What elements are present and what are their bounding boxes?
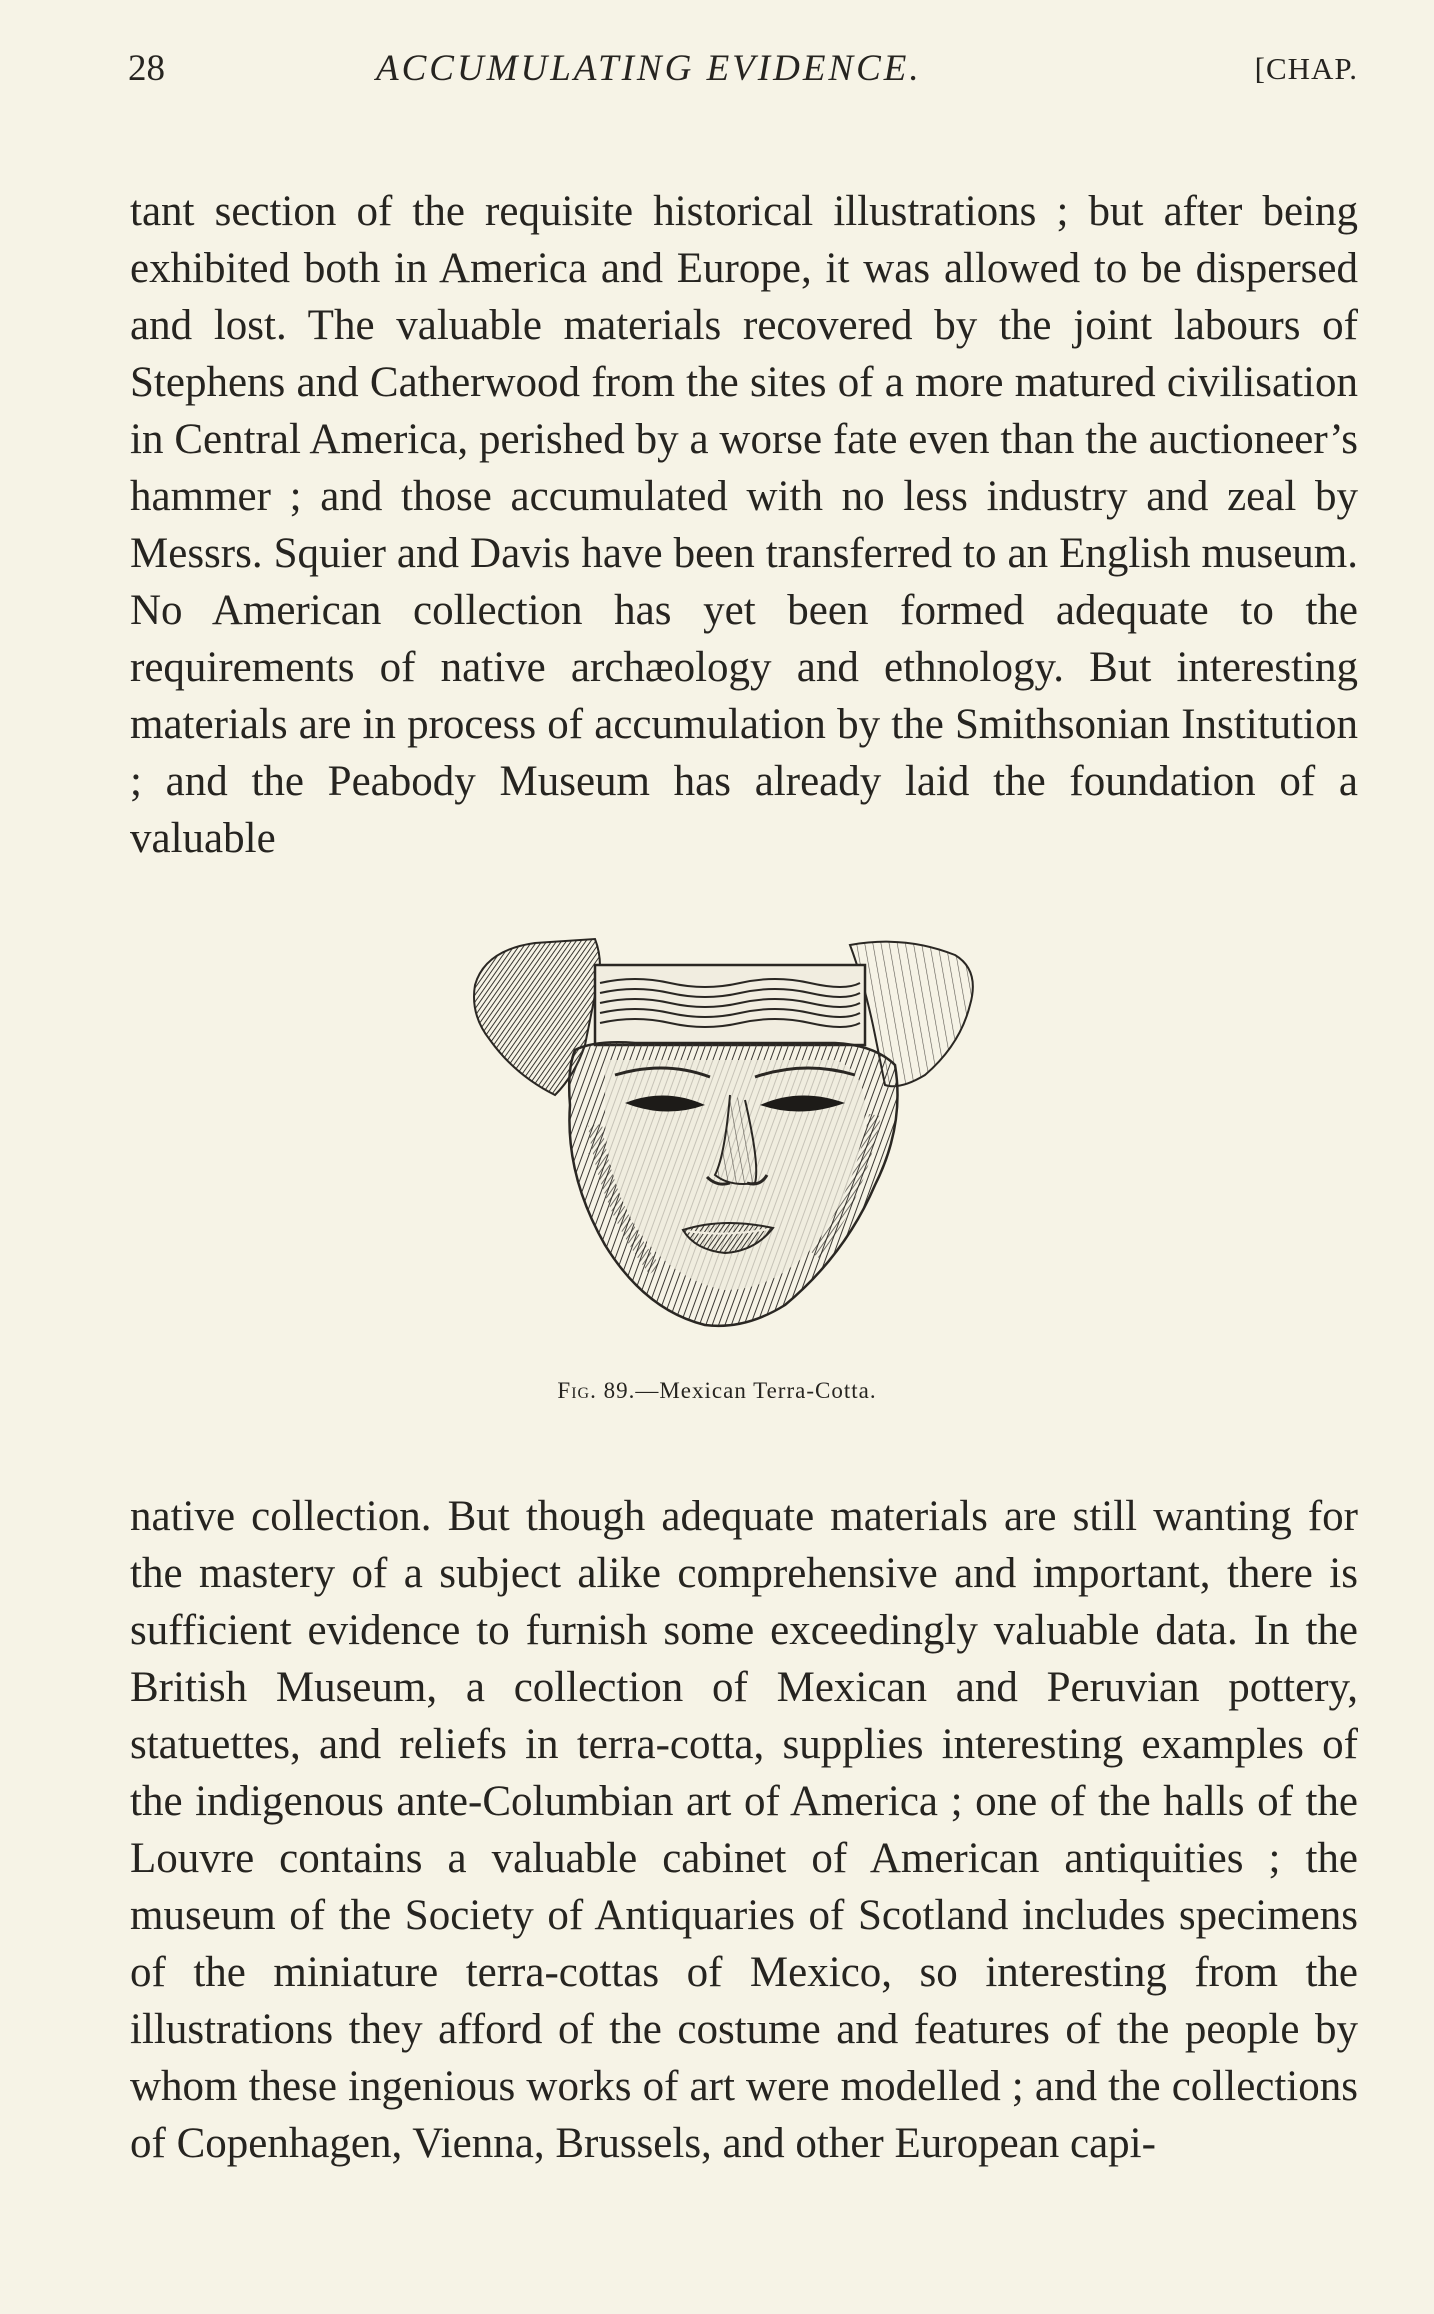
page-number: 28 [128,48,165,89]
chapter-mark: [CHAP. [1254,51,1358,86]
terra-cotta-head-engraving [455,925,995,1345]
figure-label: Fig. 89. [557,1378,636,1403]
body-paragraph-2: native collection. But though adequate materials are still wanting for the mastery of a subject alike comprehensive and important, there is sufficient evidence to furnish some exceedingly valuable data. In the British Museum, a collection of Mexican and Peruvian pottery, statuettes, and reliefs in terra-cotta, supplies interesting examples of the indigenous ante-Columbian art of America ; one of the halls of the Louvre contains a valuable cabinet of American antiquities ; the museum of the Society of Antiquaries of Scotland includes specimens of the miniature terra-cottas of Mexico, so interesting from the illustrations they afford of the costume and features of the people by whom these ingenious works of art were modelled ; and the collections of Copenhagen, Vienna, Brussels, and other European capi- [130,1493,1358,2167]
running-title: ACCUMULATING EVIDENCE. [376,48,922,89]
figure-caption-text: —Mexican Terra-Cotta. [635,1378,877,1403]
figure-terra-cotta [0,925,1434,1345]
running-head [128,44,1358,94]
figure-caption [0,1376,1434,1406]
body-paragraph-1: tant section of the requisite historical illustrations ; but after being exhibited both in America and Europe, it was allowed to be dispersed and lost. The valuable materials recovered by the joint labours of Stephens and Catherwood from the sites of a more matured civilisation in Central America, perished by a worse fate even than the auctioneer’s hammer ; and those accumulated with no less industry and zeal by Messrs. Squier and Davis have been transferred to an English museum. No American collection has yet been formed adequate to the requirements of native archæology and ethnology. But interesting materials are in process of accumulation by the Smithsonian Institution ; and the Peabody Museum has already laid the foundation of a valuable [130,188,1358,862]
